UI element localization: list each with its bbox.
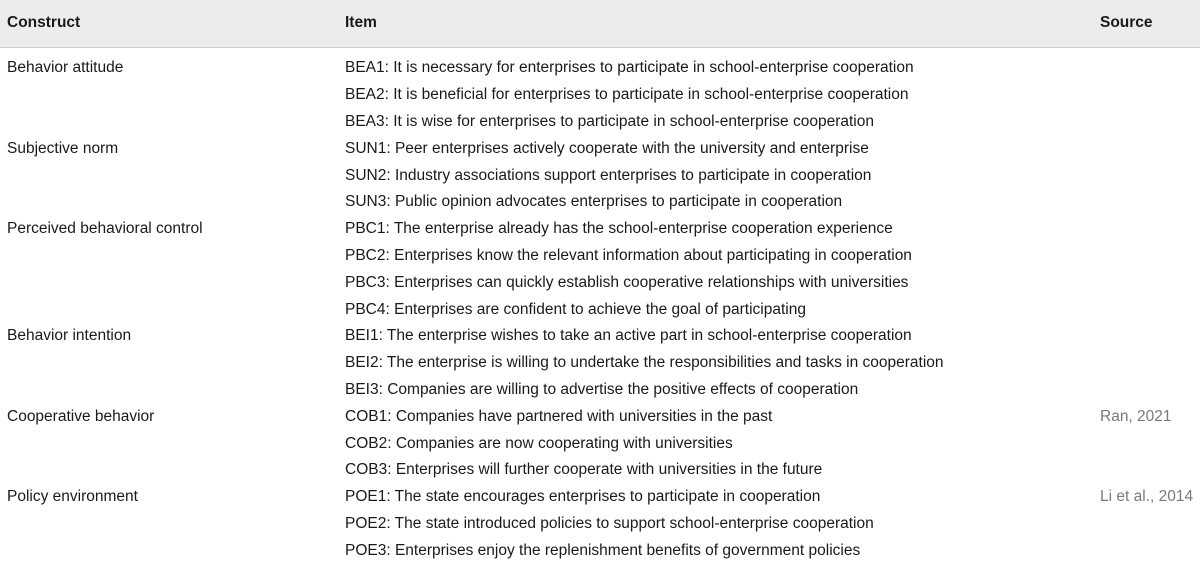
cell-item: COB3: Enterprises will further cooperate with universities in the future (345, 461, 823, 479)
table-row (0, 484, 1200, 511)
spacer-row (0, 47, 1200, 55)
cell-item: PBC1: The enterprise already has the school-enterprise cooperation experience (345, 220, 893, 238)
table-row (0, 296, 1200, 323)
table-body (0, 47, 1200, 564)
table-row (0, 269, 1200, 296)
cell-source (1098, 109, 1200, 136)
cell-construct (0, 162, 338, 189)
cell-item: BEA2: It is beneficial for enterprises to participate in school-enterprise cooperation (345, 86, 909, 104)
cell-source (1098, 457, 1200, 484)
cell-source (1098, 511, 1200, 538)
cell-source (1098, 537, 1200, 564)
cell-construct (0, 537, 338, 564)
cell-item: POE3: Enterprises enjoy the replenishment benefits of government policies (345, 541, 861, 559)
cell-source (1098, 350, 1200, 377)
table-row (0, 243, 1200, 270)
cell-construct (0, 189, 338, 216)
table-row (0, 162, 1200, 189)
header-construct: Construct (0, 0, 338, 47)
cell-item: POE2: The state introduced policies to support school-enterprise cooperation (345, 514, 874, 532)
cell-construct: Behavior attitude (7, 59, 124, 77)
cell-construct (0, 269, 338, 296)
cell-construct (0, 430, 338, 457)
cell-construct (0, 109, 338, 136)
cell-source (1098, 269, 1200, 296)
table-row (0, 216, 1200, 243)
cell-source (1098, 430, 1200, 457)
table-row (0, 457, 1200, 484)
table-row (0, 135, 1200, 162)
cell-item: PBC3: Enterprises can quickly establish cooperative relationships with universities (345, 273, 909, 291)
table-row (0, 189, 1200, 216)
cell-source (1098, 377, 1200, 404)
cell-item: BEI2: The enterprise is willing to undertake the responsibilities and tasks in cooperation (345, 354, 944, 372)
cell-item: BEA3: It is wise for enterprises to participate in school-enterprise cooperation (345, 112, 874, 130)
cell-item: COB1: Companies have partnered with universities in the past (345, 407, 773, 425)
header-row (0, 0, 1200, 47)
cell-construct: Behavior intention (7, 327, 132, 345)
cell-construct (0, 457, 338, 484)
table-row (0, 537, 1200, 564)
cell-construct: Subjective norm (7, 139, 119, 157)
cell-source (1098, 296, 1200, 323)
cell-source (1098, 189, 1200, 216)
table-row (0, 109, 1200, 136)
header-item: Item (338, 0, 1098, 47)
cell-item: SUN3: Public opinion advocates enterprises to participate in cooperation (345, 193, 843, 211)
cell-construct: Cooperative behavior (7, 407, 155, 425)
cell-construct: Policy environment (7, 488, 138, 506)
table-row (0, 377, 1200, 404)
table-row (0, 55, 1200, 82)
cell-source (1098, 216, 1200, 243)
cell-item: PBC2: Enterprises know the relevant information about participating in cooperation (345, 246, 912, 264)
cell-construct (0, 377, 338, 404)
cell-item: PBC4: Enterprises are confident to achieve the goal of participating (345, 300, 806, 318)
cell-item: SUN1: Peer enterprises actively cooperate with the university and enterprise (345, 139, 869, 157)
cell-construct (0, 350, 338, 377)
table-row (0, 511, 1200, 538)
cell-construct (0, 296, 338, 323)
cell-construct: Perceived behavioral control (7, 220, 203, 238)
table-row (0, 82, 1200, 109)
table-row (0, 350, 1200, 377)
cell-item: SUN2: Industry associations support enterprises to participate in cooperation (345, 166, 872, 184)
cell-source (1098, 162, 1200, 189)
table-row (0, 403, 1200, 430)
cell-source (1098, 135, 1200, 162)
cell-construct (0, 82, 338, 109)
cell-item: BEA1: It is necessary for enterprises to participate in school-enterprise cooperation (345, 59, 914, 77)
header-source: Source (1098, 0, 1200, 47)
cell-construct (0, 243, 338, 270)
cell-item: COB2: Companies are now cooperating with universities (345, 434, 733, 452)
cell-item: POE1: The state encourages enterprises to participate in cooperation (345, 488, 821, 506)
cell-source (1098, 323, 1200, 350)
cell-source: Li et al., 2014 (1100, 488, 1194, 506)
table-row (0, 323, 1200, 350)
cell-construct (0, 511, 338, 538)
cell-source (1098, 55, 1200, 82)
cell-item: BEI3: Companies are willing to advertise the positive effects of cooperation (345, 380, 859, 398)
cell-item: BEI1: The enterprise wishes to take an active part in school-enterprise cooperation (345, 327, 912, 345)
cell-source: Ran, 2021 (1100, 407, 1172, 425)
table-row (0, 430, 1200, 457)
cell-source (1098, 82, 1200, 109)
cell-source (1098, 243, 1200, 270)
